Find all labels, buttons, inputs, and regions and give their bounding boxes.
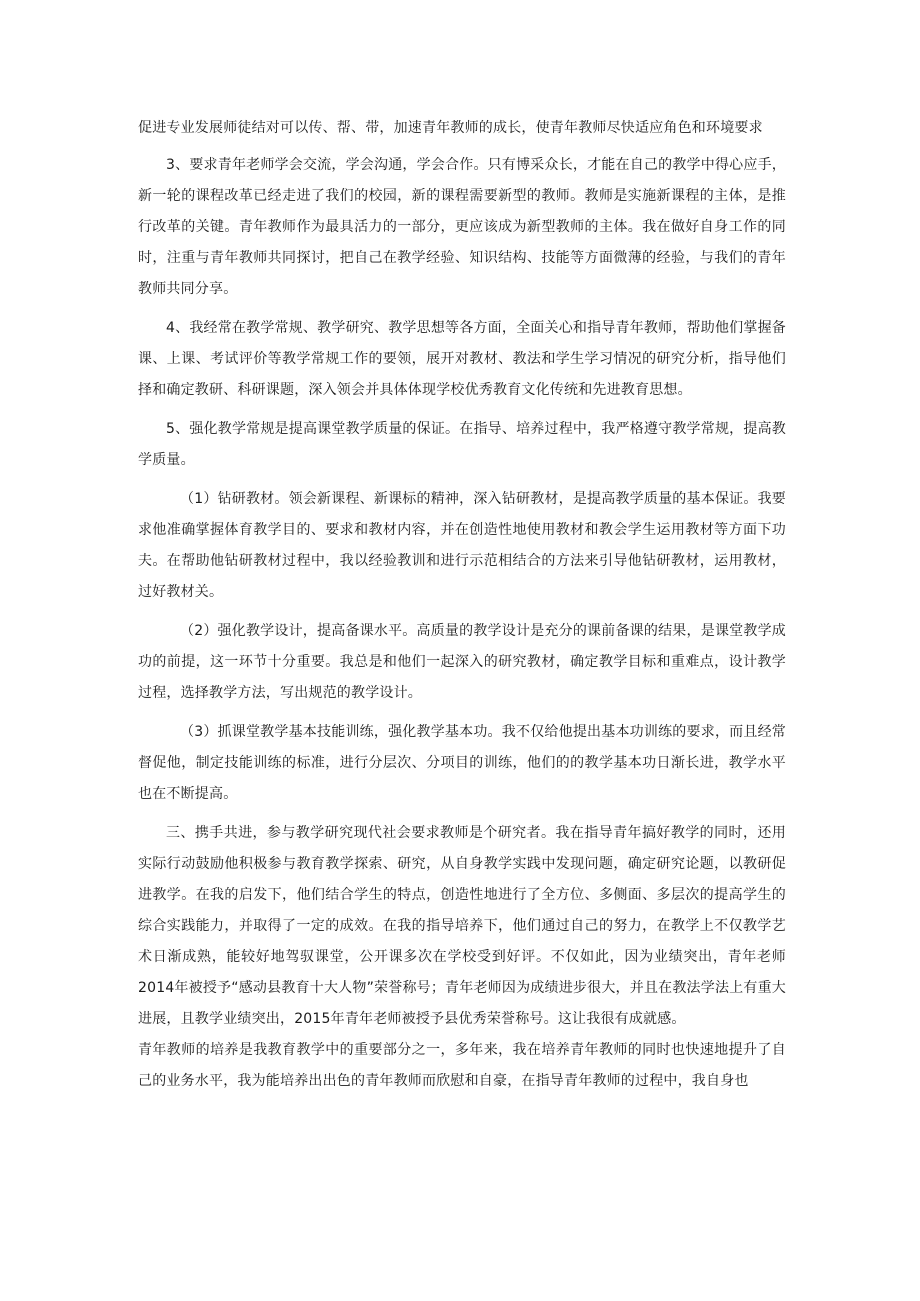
paragraph-subitem-1: （1）钻研教材。领会新课程、新课标的精神，深入钻研教材，是提高教学质量的基本保证。我要求他准确掌握体育教学目的、要求和教材内容，并在创造性地使用教材和教会学生运用教材等方面下功夫。在帮助他钻研教材过程中，我以经验教训和进行示范相结合的方法来引导他钻研教材，运用教材，过好教材关。 — [138, 491, 786, 600]
paragraph-intro: 促进专业发展师徒结对可以传、帮、带，加速青年教师的成长，使青年教师尽快适应角色和环境要求 — [138, 120, 763, 136]
paragraph-section-3: 三、携手共进，参与教学研究现代社会要求教师是个研究者。我在指导青年搞好教学的同时，还用实际行动鼓励他积极参与教育教学探索、研究，从自身教学实践中发现问题，确定研究论题，以教研促进教学。在我的启发下，他们结合学生的特点，创造性地进行了全方位、多侧面、多层次的提高学生的综合实践能力，并取得了一定的成效。在我的指导培养下，他们通过自己的努力，在教学上不仅教学艺术日渐成熟，能较好地驾驭课堂，公开课多次在学校受到好评。不仅如此，因为业绩突出，青年老师2014年被授予“感动县教育十大人物”荣誉称号；青年老师因为成绩进步很大，并且在教法学法上有重大进展，且教学业绩突出，2015年青年老师被授予县优秀荣誉称号。这让我很有成就感。 — [138, 825, 786, 1027]
paragraph-conclusion: 青年教师的培养是我教育教学中的重要部分之一，多年来，我在培养青年教师的同时也快速地提升了自己的业务水平，我为能培养出出色的青年教师而欣慰和自豪，在指导青年教师的过程中，我自身也 — [138, 1042, 786, 1089]
paragraph-subitem-2: （2）强化教学设计，提高备课水平。高质量的教学设计是充分的课前备课的结果，是课堂教学成功的前提，这一环节十分重要。我总是和他们一起深入的研究教材，确定教学目标和重难点，设计教学过程，选择教学方法，写出规范的教学设计。 — [138, 623, 786, 701]
paragraph-subitem-3: （3）抓课堂教学基本技能训练，强化教学基本功。我不仅给他提出基本功训练的要求，而且经常督促他，制定技能训练的标准，进行分层次、分项目的训练，他们的的教学基本功日渐长进，教学水平也在不断提高。 — [138, 724, 786, 802]
paragraph-item-3: 3、要求青年老师学会交流，学会沟通，学会合作。只有博采众长，才能在自己的教学中得心应手，新一轮的课程改革已经走进了我们的校园，新的课程需要新型的教师。教师是实施新课程的主体，是推行改革的关键。青年教师作为最具活力的一部分，更应该成为新型教师的主体。我在做好自身工作的同时，注重与青年教师共同探讨，把自己在教学经验、知识结构、技能等方面微薄的经验，与我们的青年教师共同分享。 — [138, 157, 786, 297]
paragraph-item-5: 5、强化教学常规是提高课堂教学质量的保证。在指导、培养过程中，我严格遵守教学常规，提高教学质量。 — [138, 421, 786, 468]
paragraph-item-4: 4、我经常在教学常规、教学研究、教学思想等各方面，全面关心和指导青年教师，帮助他们掌握备课、上课、考试评价等教学常规工作的要领，展开对教材、教法和学生学习情况的研究分析，指导他们择和确定教研、科研课题，深入领会并具体体现学校优秀教育文化传统和先进教育思想。 — [138, 320, 786, 398]
document-body — [138, 113, 786, 1097]
